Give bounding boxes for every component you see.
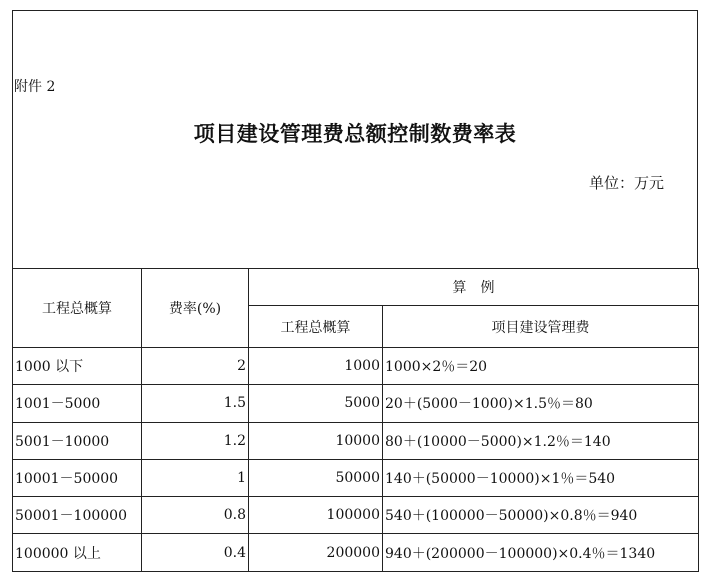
cell-formula: 20＋(5000－1000)×1.5％＝80 xyxy=(383,385,699,422)
table-row xyxy=(13,385,699,422)
unit-label: 单位：万元 xyxy=(588,174,664,192)
cell-rate: 1.5 xyxy=(142,385,249,422)
cell-rate: 0.8 xyxy=(142,497,249,534)
page-title: 项目建设管理费总额控制数费率表 xyxy=(193,121,517,146)
cell-range: 5001－10000 xyxy=(13,422,142,459)
cell-range: 1001－5000 xyxy=(13,385,142,422)
cell-range: 10001－50000 xyxy=(13,459,142,496)
table-row xyxy=(13,534,699,571)
cell-range: 50001－100000 xyxy=(13,497,142,534)
header-rate: 费率(%) xyxy=(142,269,249,348)
cell-rate: 1 xyxy=(142,459,249,496)
cell-formula: 940＋(200000－100000)×0.4％＝1340 xyxy=(383,534,699,571)
cell-range: 100000 以上 xyxy=(13,534,142,571)
cell-example-budget: 5000 xyxy=(249,385,383,422)
table-row xyxy=(13,497,699,534)
table-row xyxy=(13,348,699,385)
fee-rate-table xyxy=(12,268,699,572)
header-example-budget: 工程总概算 xyxy=(249,306,383,348)
cell-example-budget: 10000 xyxy=(249,422,383,459)
cell-rate: 0.4 xyxy=(142,534,249,571)
header-example-group: 算 例 xyxy=(249,269,699,306)
cell-formula: 140＋(50000－10000)×1％＝540 xyxy=(383,459,699,496)
header-total-budget: 工程总概算 xyxy=(13,269,142,348)
table-body xyxy=(13,348,699,572)
cell-example-budget: 50000 xyxy=(249,459,383,496)
cell-formula: 1000×2％＝20 xyxy=(383,348,699,385)
attachment-label: 附件 2 xyxy=(14,79,56,95)
table-row xyxy=(13,422,699,459)
cell-formula: 540＋(100000－50000)×0.8％＝940 xyxy=(383,497,699,534)
cell-formula: 80＋(10000－5000)×1.2％＝140 xyxy=(383,422,699,459)
cell-example-budget: 200000 xyxy=(249,534,383,571)
cell-range: 1000 以下 xyxy=(13,348,142,385)
cell-rate: 2 xyxy=(142,348,249,385)
cell-rate: 1.2 xyxy=(142,422,249,459)
table-row xyxy=(13,459,699,496)
header-example-fee: 项目建设管理费 xyxy=(383,306,699,348)
cell-example-budget: 100000 xyxy=(249,497,383,534)
cell-example-budget: 1000 xyxy=(249,348,383,385)
